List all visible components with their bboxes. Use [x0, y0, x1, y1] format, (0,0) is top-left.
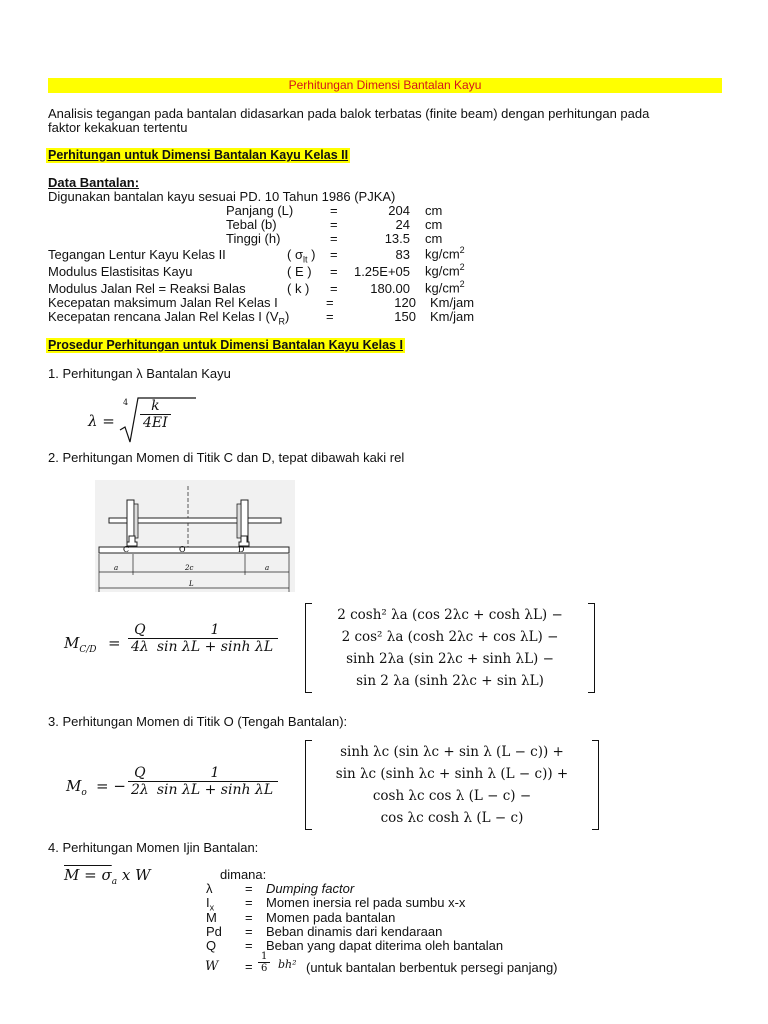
moment-o-line-2: sin λc (sinh λc + sinh λ (L − c)) + [335, 766, 569, 782]
param-unit: $kg/cm^2$ [425, 279, 465, 296]
legend-symbol: Q [206, 938, 217, 953]
sleeper-diagram [95, 480, 295, 592]
speed-label: Kecepatan rencana Jalan Rel Kelas I $(V_R)$ [48, 309, 290, 327]
speed-eq: = [326, 309, 334, 324]
param-symbol: ( $\sigma_{lt}$ ) [287, 247, 316, 265]
param-eq: = [330, 281, 338, 296]
param-value: 204 [388, 203, 410, 218]
param-value: 24 [395, 217, 410, 232]
data-subtitle: Digunakan bantalan kayu sesuai PD. 10 Tahun 1986 (PJKA) [48, 189, 396, 204]
legend-desc: Momen pada bantalan [266, 910, 396, 925]
legend-eq: = [245, 881, 253, 896]
legend-w-fraction: $\frac{1}{6}$ [258, 951, 270, 974]
legend-symbol: M [206, 910, 217, 925]
label-a-right: a [265, 564, 270, 572]
moment-o-bracket [305, 740, 599, 830]
section-1-title: Perhitungan untuk Dimensi Bantalan Kayu Kelas II [48, 148, 349, 162]
speed-value: 120 [394, 295, 416, 310]
label-d: D [238, 545, 245, 554]
moment-cd-line-2: 2 cos² λa (cosh 2λc + cos λL) − [341, 629, 559, 645]
moment-o-frac1: $\frac{Q}{2\lambda}$ [128, 765, 152, 798]
legend-symbol: λ [206, 881, 213, 896]
param-symbol: ( k ) [287, 281, 310, 296]
legend-symbol: $I_x$ [206, 895, 215, 913]
moment-o-line-4: cos λc cosh λ (L − c) [380, 810, 524, 826]
legend-w-expr: bh² [278, 958, 297, 971]
moment-cd-line-3: sinh 2λa (sin 2λc + sinh λL) − [346, 651, 554, 667]
legend-intro: dimana: [220, 867, 267, 882]
legend-symbol: W [205, 959, 219, 974]
speed-unit: Km/jam [430, 295, 475, 310]
param-eq: = [330, 247, 338, 262]
speed-eq: = [326, 295, 334, 310]
speed-value: 150 [394, 309, 416, 324]
step-1-heading: 1. Perhitungan λ Bantalan Kayu [48, 366, 231, 381]
radical-sign [118, 396, 258, 446]
param-unit: $kg/cm^2$ [425, 262, 465, 279]
param-unit: $kg/cm^2$ [425, 245, 465, 262]
lambda-lhs: λ = [88, 412, 115, 430]
moment-cd-bracket [305, 603, 595, 693]
param-unit: cm [425, 217, 443, 232]
root-index: 4 [123, 398, 129, 407]
label-L: L [189, 580, 194, 588]
param-eq: = [330, 231, 338, 246]
data-title: Data Bantalan: [48, 175, 140, 190]
moment-cd-line-4: sin 2 λa (sinh 2λc + sin λL) [356, 673, 544, 689]
param-value: 1.25E+05 [353, 264, 410, 279]
step-3-heading: 3. Perhitungan Momen di Titik O (Tengah Bantalan): [48, 714, 348, 729]
moment-cd-eq: = [108, 634, 121, 652]
param-label: Tebal (b) [226, 217, 277, 232]
step-2-heading: 2. Perhitungan Momen di Titik C dan D, tepat dibawah kaki rel [48, 450, 405, 465]
legend-desc: Beban yang dapat diterima oleh bantalan [266, 938, 504, 953]
param-label: Tinggi (h) [226, 231, 281, 246]
legend-eq: = [245, 959, 253, 974]
speed-label: Kecepatan maksimum Jalan Rel Kelas I [48, 295, 278, 310]
intro-line-1: Analisis tegangan pada bantalan didasarkan pada balok terbatas (finite beam) dengan perhitungan pada [48, 106, 650, 121]
legend-desc: Beban dinamis dari kendaraan [266, 924, 443, 939]
param-label: Modulus Jalan Rel = Reaksi Balas [48, 281, 246, 296]
page-banner-title: Perhitungan Dimensi Bantalan Kayu [48, 78, 722, 93]
lambda-fraction: $\frac{k}{4EI}$ [140, 398, 171, 431]
param-unit: cm [425, 231, 443, 246]
param-value: 83 [395, 247, 410, 262]
legend-symbol: Pd [206, 924, 222, 939]
param-eq: = [330, 264, 338, 279]
param-eq: = [330, 203, 338, 218]
param-label: Tegangan Lentur Kayu Kelas II [48, 247, 226, 262]
legend-eq: = [245, 910, 253, 925]
moment-o-frac2: $\frac{1}{\text{sin λL + sinh λL}}$ [152, 765, 278, 798]
moment-o-symbol: $M_o$ [66, 777, 87, 798]
label-o: O [179, 545, 186, 554]
moment-o-line-3: cosh λc cos λ (L − c) − [372, 788, 532, 804]
intro-line-2: faktor kekakuan tertentu [48, 120, 188, 135]
param-eq: = [330, 217, 338, 232]
step-4-heading: 4. Perhitungan Momen Ijin Bantalan: [48, 840, 259, 855]
param-value: 180.00 [370, 281, 410, 296]
param-label: Panjang (L) [226, 203, 294, 218]
moment-o-eq: = − [96, 777, 126, 795]
param-unit: cm [425, 203, 443, 218]
moment-cd-frac2: $\frac{1}{\text{sin λL + sinh λL}}$ [152, 622, 278, 655]
label-a-left: a [114, 564, 119, 572]
moment-cd-symbol: $M_{C/D}$ [64, 634, 97, 655]
param-symbol: ( E ) [287, 264, 312, 279]
moment-o-line-1: sinh λc (sin λc + sin λ (L − c)) + [340, 744, 564, 760]
legend-desc: Dumping factor [266, 881, 355, 896]
label-c: C [123, 545, 130, 554]
legend-eq: = [245, 924, 253, 939]
param-label: Modulus Elastisitas Kayu [48, 264, 193, 279]
section-2-title: Prosedur Perhitungan untuk Dimensi Bantalan Kayu Kelas I [48, 338, 403, 352]
legend-desc: (untuk bantalan berbentuk persegi panjang) [306, 960, 558, 975]
label-2c: 2c [185, 564, 194, 572]
moment-cd-frac1: $\frac{Q}{4\lambda}$ [128, 622, 152, 655]
legend-eq: = [245, 938, 253, 953]
legend-desc: Momen inersia rel pada sumbu x-x [266, 895, 466, 910]
legend-eq: = [245, 895, 253, 910]
param-value: 13.5 [384, 231, 410, 246]
speed-unit: Km/jam [430, 309, 475, 324]
moment-allowable-equation: $M = \sigma_a$ x W [64, 866, 151, 887]
moment-cd-line-1: 2 cosh² λa (cos 2λc + cosh λL) − [337, 607, 563, 623]
